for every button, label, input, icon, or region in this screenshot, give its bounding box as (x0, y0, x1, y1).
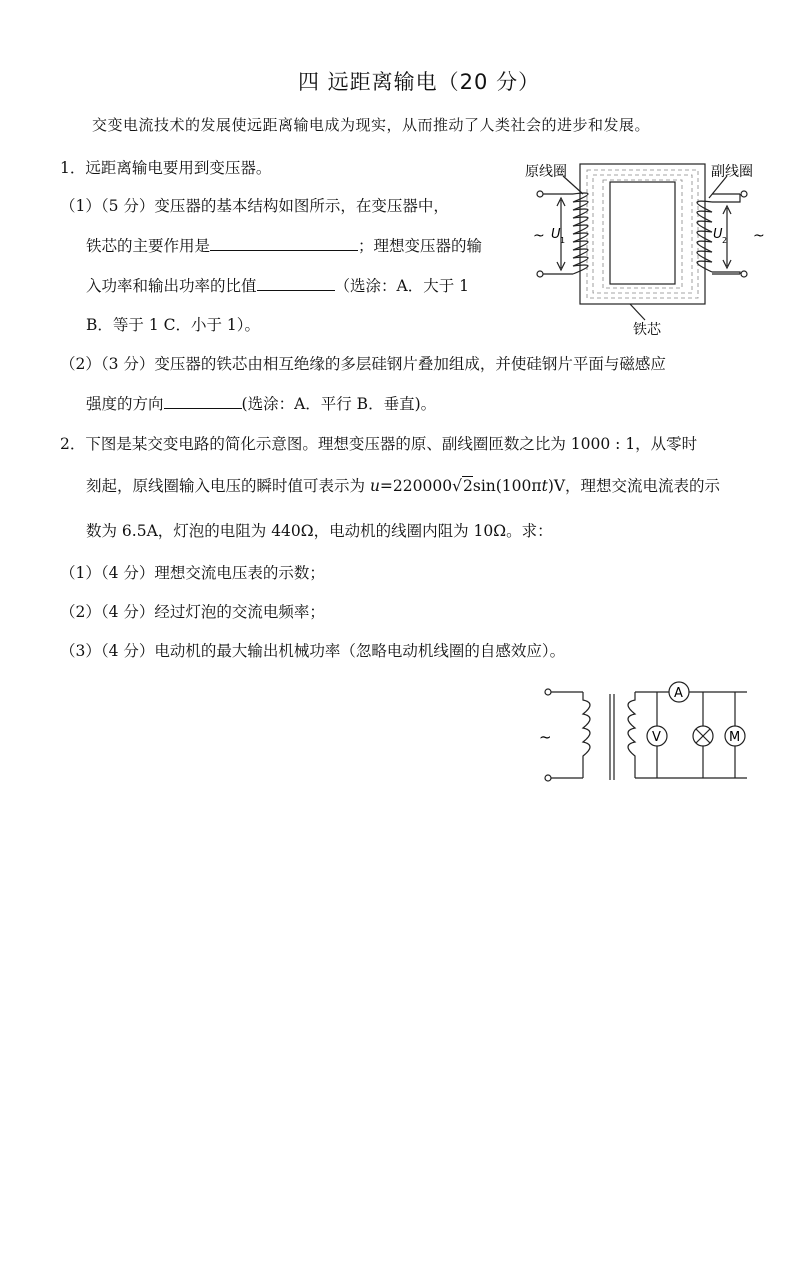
q1-p1-line1: （1）（5 分）变压器的基本结构如图所示，在变压器中， (60, 197, 449, 215)
section-intro: 交变电流技术的发展使远距离输电成为现实，从而推动了人类社会的进步和发展。 (92, 116, 651, 134)
terminal (741, 191, 747, 197)
q1-p2-line2a: 强度的方向 (86, 395, 164, 413)
q1-p2-line1: （2）（3 分）变压器的铁芯由相互绝缘的多层硅钢片叠加组成，并使硅钢片平面与磁感应 (60, 355, 666, 373)
voltmeter-label: V (652, 730, 661, 745)
motor-label: M (729, 730, 741, 745)
q1-p1-line2b: ；理想变压器的输 (358, 237, 483, 255)
core-leader (630, 304, 645, 320)
q2-line2-eq: =220000 (379, 477, 453, 495)
q2-line3: 数为 6.5A，灯泡的电阻为 440Ω，电动机的线圈内阻为 10Ω。求： (86, 522, 553, 540)
terminal (545, 689, 551, 695)
ac-symbol-right: ~ (753, 228, 765, 244)
q1-p1-line2a: 铁芯的主要作用是 (86, 237, 211, 255)
ac-symbol: ~ (539, 728, 552, 746)
q2-var-u: u (369, 477, 380, 495)
q2-line2-sin: sin(100π (472, 477, 542, 495)
q2-line2-pre: 刻起，原线圈输入电压的瞬时值可表示为 (86, 477, 370, 495)
label-u1-sub: 1 (560, 236, 566, 245)
terminal (545, 775, 551, 781)
q1-p2-line2b: (选涂：A．平行 B．垂直)。 (241, 395, 437, 413)
core-lamination-3 (603, 180, 682, 288)
q2-sub1: （1）（4 分）理想交流电压表的示数； (60, 564, 325, 582)
core-inner (610, 182, 675, 284)
q1-p1-line2 (86, 234, 482, 256)
label-u1: U (551, 227, 561, 242)
label-core: 铁芯 (633, 322, 661, 338)
core-lamination-1 (587, 170, 698, 298)
secondary-winding (628, 692, 635, 778)
q2-line2-post: )V，理想交流电流表的示 (547, 477, 721, 495)
q2-line2 (86, 474, 720, 496)
q1-p1-line4: B．等于 1 C．小于 1）。 (86, 316, 261, 334)
core-lamination-2 (593, 175, 692, 293)
transformer-diagram (515, 150, 770, 340)
q1-p1-line3a: 入功率和输出功率的比值 (86, 277, 257, 295)
q1-p1-line3b: （选涂：A．大于 1 (334, 277, 469, 295)
section-title: 四 远距离输电（20 分） (298, 70, 541, 94)
ac-symbol-left: ~ (533, 228, 545, 244)
q1-p2-line2 (86, 392, 436, 414)
terminal (537, 271, 543, 277)
answer-blank-core-role[interactable] (210, 249, 358, 251)
primary-winding (583, 692, 590, 778)
circuit-diagram (535, 680, 765, 790)
q2-sub3: （3）（4 分）电动机的最大输出机械功率（忽略电动机线圈的自感效应）。 (60, 642, 566, 660)
q1-p1-line3 (86, 274, 469, 296)
label-primary: 原线圈 (525, 164, 567, 180)
terminal (741, 271, 747, 277)
terminal (537, 191, 543, 197)
ammeter-label: A (674, 686, 683, 701)
label-secondary: 副线圈 (711, 164, 753, 180)
answer-blank-power-ratio[interactable] (257, 289, 335, 291)
answer-blank-sheet-direction[interactable] (164, 407, 242, 409)
core-outer (580, 164, 705, 304)
label-u2-sub: 2 (722, 236, 728, 245)
sqrt-symbol: √2 (452, 477, 473, 495)
q2-line1: 2．下图是某交变电路的简化示意图。理想变压器的原、副线圈匝数之比为 1000 : 1，从零时 (60, 435, 698, 453)
q1-stem: 1．远距离输电要用到变压器。 (60, 159, 272, 177)
q2-sub2: （2）（4 分）经过灯泡的交流电频率； (60, 603, 325, 621)
label-u2: U (713, 227, 723, 242)
q2-var-t: t (541, 477, 548, 495)
